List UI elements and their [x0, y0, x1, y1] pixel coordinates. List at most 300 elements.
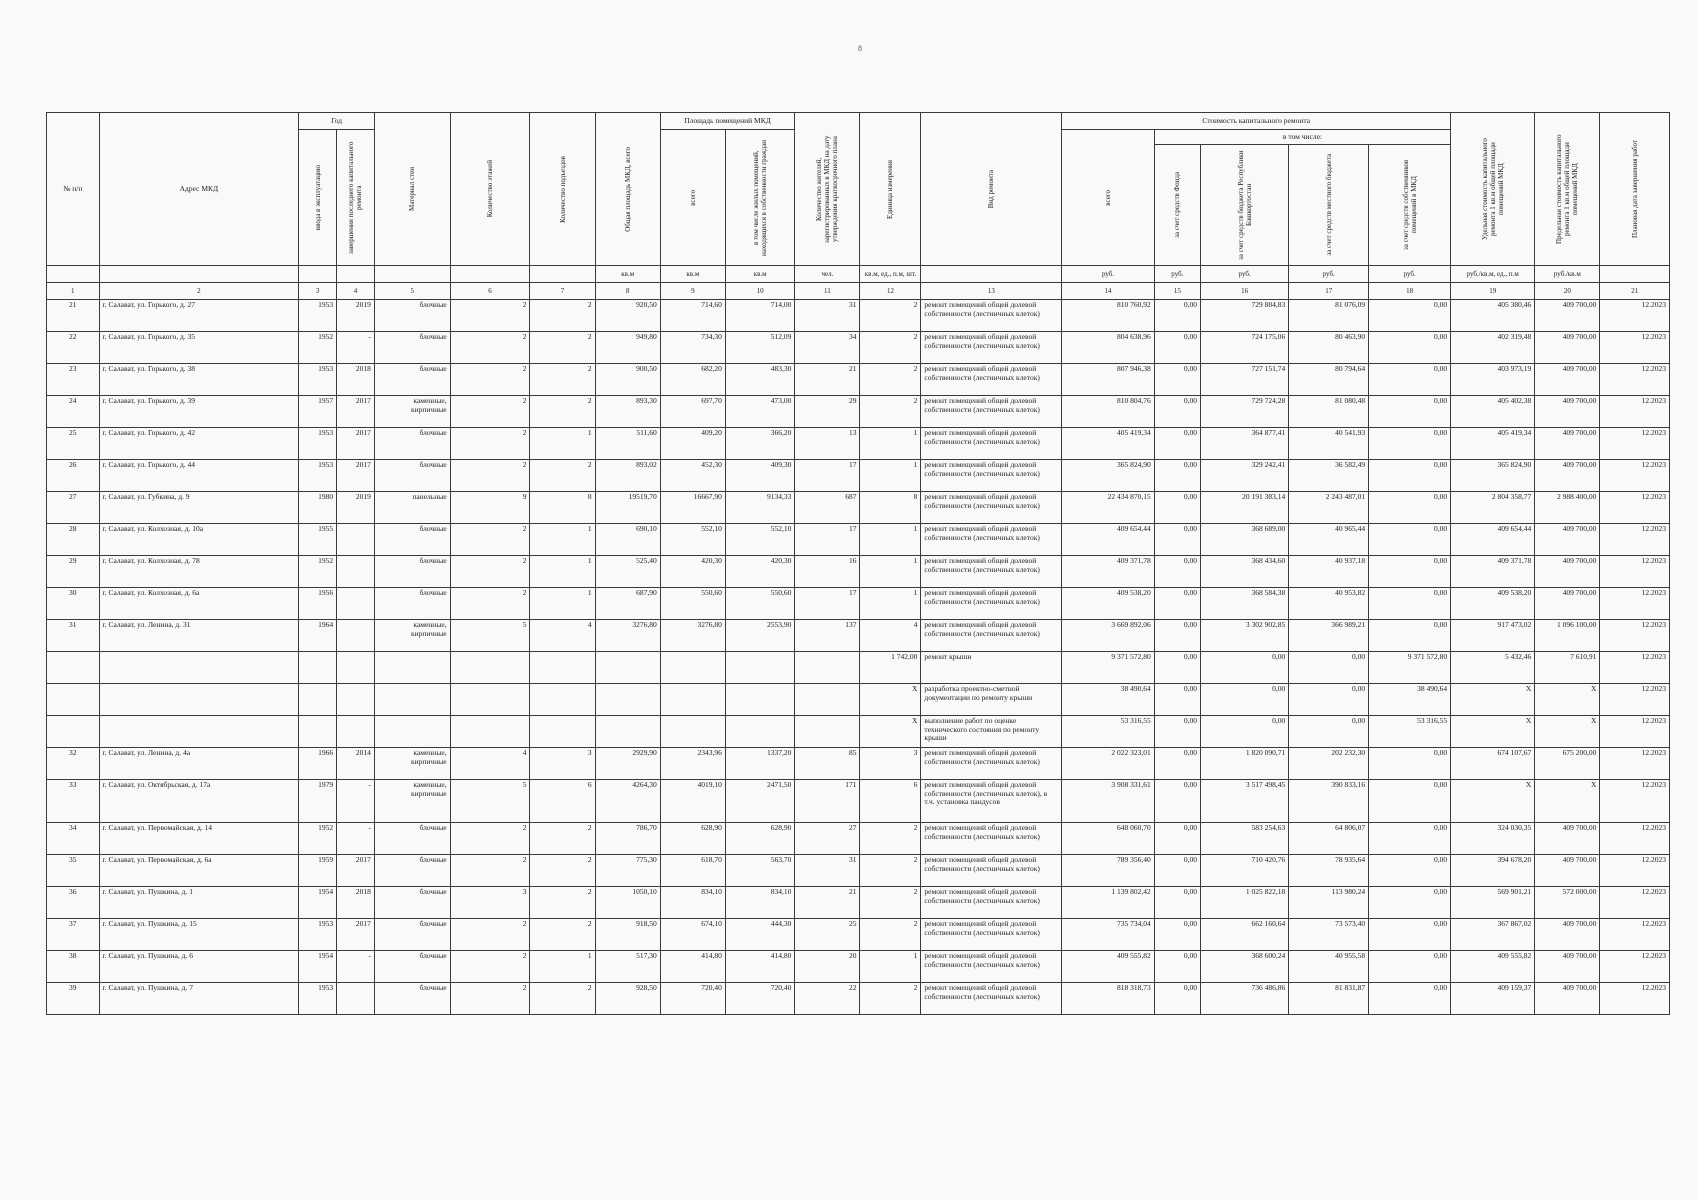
cost-local-cell: 36 582,49: [1289, 460, 1369, 492]
row-number: 24: [47, 396, 100, 428]
premises-owned-cell: 9134,33: [725, 492, 794, 524]
cost-republic-cell: 729 724,28: [1200, 396, 1288, 428]
address-cell: г. Салават, ул. Ленина, д. 31: [99, 620, 299, 652]
cost-republic-cell: 3 302 902,85: [1200, 620, 1288, 652]
cost-local-cell: 366 989,21: [1289, 620, 1369, 652]
residents-cell: 22: [795, 983, 860, 1015]
cost-owners-cell: 0,00: [1369, 364, 1451, 396]
column-numbers-row: [47, 283, 1670, 300]
floors-cell: 2: [450, 460, 530, 492]
wall-material-cell: [374, 652, 450, 684]
year-repair-cell: 2018: [337, 364, 375, 396]
work-type-cell: выполнение работ по оценке технического состояния по ремонту крыши: [921, 716, 1062, 748]
cost-total-cell: 804 638,96: [1062, 332, 1154, 364]
residents-cell: [795, 684, 860, 716]
year-commission-cell: 1964: [299, 620, 337, 652]
cost-local-cell: 40 955,58: [1289, 951, 1369, 983]
deadline-cell: 12.2023: [1600, 919, 1670, 951]
table-row: [47, 396, 1670, 428]
work-type-cell: разработка проектно-сметной документации по ремонту крыши: [921, 684, 1062, 716]
year-commission-cell: 1953: [299, 919, 337, 951]
address-cell: г. Салават, ул. Губкина, д. 9: [99, 492, 299, 524]
work-type-cell: ремонт помещений общей долевой собственности (лестничных клеток): [921, 983, 1062, 1015]
unit-cost-cell: 409 538,20: [1451, 588, 1535, 620]
cost-local-cell: 0,00: [1289, 652, 1369, 684]
wall-material-cell: панельные: [374, 492, 450, 524]
cost-fund-cell: 0,00: [1154, 823, 1200, 855]
cost-owners-cell: 0,00: [1369, 951, 1451, 983]
year-commission-cell: 1953: [299, 364, 337, 396]
unit-cell: кв.м: [660, 266, 725, 283]
cost-republic-cell: 710 420,76: [1200, 855, 1288, 887]
cost-republic-cell: 1 820 090,71: [1200, 748, 1288, 780]
residents-cell: 31: [795, 300, 860, 332]
cost-owners-cell: 0,00: [1369, 855, 1451, 887]
cost-fund-cell: 0,00: [1154, 460, 1200, 492]
unit-cell: 6: [860, 780, 921, 823]
cost-total-cell: 648 060,70: [1062, 823, 1154, 855]
cost-fund-cell: 0,00: [1154, 983, 1200, 1015]
wall-material-cell: [374, 684, 450, 716]
column-number: 19: [1451, 283, 1535, 300]
premises-total-cell: 714,60: [660, 300, 725, 332]
unit-cost-cell: 403 973,19: [1451, 364, 1535, 396]
unit-cell: руб.: [1154, 266, 1200, 283]
cost-total-cell: 818 318,73: [1062, 983, 1154, 1015]
header-wall-material: Материал стен: [374, 113, 450, 266]
work-type-cell: ремонт помещений общей долевой собственности (лестничных клеток): [921, 919, 1062, 951]
residents-cell: [795, 652, 860, 684]
deadline-cell: 12.2023: [1600, 855, 1670, 887]
max-cost-cell: 409 700,00: [1535, 588, 1600, 620]
max-cost-cell: 409 700,00: [1535, 823, 1600, 855]
work-type-cell: ремонт помещений общей долевой собственности (лестничных клеток): [921, 887, 1062, 919]
floors-cell: 2: [450, 556, 530, 588]
cost-total-cell: 3 669 892,06: [1062, 620, 1154, 652]
row-number: 30: [47, 588, 100, 620]
cost-republic-cell: 0,00: [1200, 684, 1288, 716]
cost-local-cell: 40 965,44: [1289, 524, 1369, 556]
table-row: [47, 332, 1670, 364]
capital-repair-table-sheet: [46, 112, 1670, 1015]
cost-total-cell: 735 734,04: [1062, 919, 1154, 951]
column-number: 13: [921, 283, 1062, 300]
unit-cost-cell: 367 867,02: [1451, 919, 1535, 951]
cost-total-cell: 3 908 331,61: [1062, 780, 1154, 823]
year-commission-cell: 1953: [299, 460, 337, 492]
premises-total-cell: 628,90: [660, 823, 725, 855]
cost-republic-cell: 736 486,86: [1200, 983, 1288, 1015]
premises-owned-cell: 834,10: [725, 887, 794, 919]
residents-cell: 137: [795, 620, 860, 652]
max-cost-cell: 7 610,91: [1535, 652, 1600, 684]
entrances-cell: 1: [530, 556, 595, 588]
column-number: 1: [47, 283, 100, 300]
entrances-cell: 2: [530, 887, 595, 919]
column-number: 2: [99, 283, 299, 300]
entrances-cell: [530, 652, 595, 684]
unit-cell: руб.: [1200, 266, 1288, 283]
year-repair-cell: 2017: [337, 919, 375, 951]
deadline-cell: 12.2023: [1600, 716, 1670, 748]
premises-total-cell: 550,60: [660, 588, 725, 620]
cost-total-cell: 405 419,34: [1062, 428, 1154, 460]
premises-total-cell: [660, 716, 725, 748]
cost-owners-cell: 38 490,64: [1369, 684, 1451, 716]
total-area-cell: 786,70: [595, 823, 660, 855]
cost-total-cell: 810 760,92: [1062, 300, 1154, 332]
header-work-type: Вид ремонта: [921, 113, 1062, 266]
max-cost-cell: 409 700,00: [1535, 428, 1600, 460]
wall-material-cell: блочные: [374, 919, 450, 951]
header-cost-republic: за счет средств бюджета Республики Башкортостан: [1200, 145, 1288, 266]
header-year: Год: [299, 113, 375, 130]
unit-cost-cell: 365 824,90: [1451, 460, 1535, 492]
header-no: № п/п: [47, 113, 100, 266]
row-number: 35: [47, 855, 100, 887]
year-repair-cell: -: [337, 780, 375, 823]
year-repair-cell: -: [337, 332, 375, 364]
premises-total-cell: 452,30: [660, 460, 725, 492]
entrances-cell: 4: [530, 620, 595, 652]
unit-cell: X: [860, 716, 921, 748]
unit-cost-cell: 405 419,34: [1451, 428, 1535, 460]
year-commission-cell: 1952: [299, 556, 337, 588]
total-area-cell: 690,10: [595, 524, 660, 556]
cost-fund-cell: 0,00: [1154, 332, 1200, 364]
deadline-cell: 12.2023: [1600, 983, 1670, 1015]
residents-cell: 29: [795, 396, 860, 428]
max-cost-cell: 675 200,00: [1535, 748, 1600, 780]
unit-cost-cell: 674 107,67: [1451, 748, 1535, 780]
year-repair-cell: 2018: [337, 887, 375, 919]
column-number: 12: [860, 283, 921, 300]
unit-cost-cell: 405 380,46: [1451, 300, 1535, 332]
floors-cell: [450, 652, 530, 684]
header-cost-owners: за счет средств собственников помещений в МКД: [1369, 145, 1451, 266]
max-cost-cell: 409 700,00: [1535, 300, 1600, 332]
wall-material-cell: блочные: [374, 300, 450, 332]
deadline-cell: 12.2023: [1600, 396, 1670, 428]
address-cell: г. Салават, ул. Пушкина, д. 6: [99, 951, 299, 983]
total-area-cell: [595, 716, 660, 748]
floors-cell: 2: [450, 823, 530, 855]
premises-owned-cell: [725, 716, 794, 748]
residents-cell: [795, 716, 860, 748]
table-row: [47, 887, 1670, 919]
entrances-cell: 1: [530, 524, 595, 556]
deadline-cell: 12.2023: [1600, 780, 1670, 823]
unit-cell: кв.м: [595, 266, 660, 283]
unit-cell: 2: [860, 364, 921, 396]
cost-owners-cell: 0,00: [1369, 300, 1451, 332]
entrances-cell: 2: [530, 855, 595, 887]
work-type-cell: ремонт помещений общей долевой собственности (лестничных клеток): [921, 332, 1062, 364]
total-area-cell: 775,30: [595, 855, 660, 887]
address-cell: [99, 652, 299, 684]
premises-total-cell: 682,20: [660, 364, 725, 396]
premises-owned-cell: 2471,50: [725, 780, 794, 823]
cost-republic-cell: 329 242,41: [1200, 460, 1288, 492]
premises-owned-cell: 628,90: [725, 823, 794, 855]
entrances-cell: 2: [530, 300, 595, 332]
total-area-cell: 4264,30: [595, 780, 660, 823]
table-row: [47, 748, 1670, 780]
cost-fund-cell: 0,00: [1154, 684, 1200, 716]
max-cost-cell: 1 096 100,00: [1535, 620, 1600, 652]
deadline-cell: 12.2023: [1600, 364, 1670, 396]
unit-cell: руб.: [1369, 266, 1451, 283]
year-repair-cell: -: [337, 823, 375, 855]
entrances-cell: 2: [530, 460, 595, 492]
wall-material-cell: блочные: [374, 524, 450, 556]
year-repair-cell: [337, 620, 375, 652]
work-type-cell: ремонт помещений общей долевой собственности (лестничных клеток): [921, 588, 1062, 620]
year-repair-cell: [337, 524, 375, 556]
floors-cell: 5: [450, 780, 530, 823]
cost-republic-cell: 1 025 822,18: [1200, 887, 1288, 919]
cost-owners-cell: 0,00: [1369, 332, 1451, 364]
cost-total-cell: 38 490,64: [1062, 684, 1154, 716]
deadline-cell: 12.2023: [1600, 556, 1670, 588]
row-number: 27: [47, 492, 100, 524]
year-repair-cell: 2017: [337, 460, 375, 492]
entrances-cell: 1: [530, 951, 595, 983]
capital-repair-table: [46, 112, 1670, 1015]
year-repair-cell: 2019: [337, 300, 375, 332]
premises-total-cell: 834,10: [660, 887, 725, 919]
unit-cost-cell: 569 901,21: [1451, 887, 1535, 919]
unit-cell: кв.м: [725, 266, 794, 283]
entrances-cell: 2: [530, 332, 595, 364]
wall-material-cell: [374, 716, 450, 748]
column-number: 9: [660, 283, 725, 300]
premises-owned-cell: 1337,20: [725, 748, 794, 780]
unit-cell: руб.: [1289, 266, 1369, 283]
deadline-cell: 12.2023: [1600, 492, 1670, 524]
address-cell: г. Салават, ул. Первомайская, д. 6а: [99, 855, 299, 887]
residents-cell: 27: [795, 823, 860, 855]
address-cell: г. Салават, ул. Ленина, д. 4а: [99, 748, 299, 780]
address-cell: г. Салават, ул. Горького, д. 27: [99, 300, 299, 332]
unit-cell: 2: [860, 396, 921, 428]
header-premises-area: Площадь помещений МКД: [660, 113, 795, 130]
work-type-cell: ремонт помещений общей долевой собственности (лестничных клеток): [921, 951, 1062, 983]
cost-owners-cell: 0,00: [1369, 919, 1451, 951]
year-repair-cell: [337, 652, 375, 684]
column-number: 18: [1369, 283, 1451, 300]
floors-cell: 2: [450, 855, 530, 887]
premises-owned-cell: 409,30: [725, 460, 794, 492]
cost-local-cell: 0,00: [1289, 716, 1369, 748]
unit-cell: 4: [860, 620, 921, 652]
cost-local-cell: 40 953,82: [1289, 588, 1369, 620]
max-cost-cell: 409 700,00: [1535, 364, 1600, 396]
max-cost-cell: 2 988 400,00: [1535, 492, 1600, 524]
address-cell: г. Салават, ул. Колхозная, д. 78: [99, 556, 299, 588]
premises-total-cell: 697,70: [660, 396, 725, 428]
address-cell: г. Салават, ул. Горького, д. 38: [99, 364, 299, 396]
cost-total-cell: 789 356,40: [1062, 855, 1154, 887]
table-row: [47, 300, 1670, 332]
cost-owners-cell: 0,00: [1369, 823, 1451, 855]
cost-total-cell: 9 371 572,80: [1062, 652, 1154, 684]
wall-material-cell: каменные, кирпичные: [374, 780, 450, 823]
floors-cell: 9: [450, 492, 530, 524]
table-row: [47, 364, 1670, 396]
cost-fund-cell: 0,00: [1154, 556, 1200, 588]
row-number: [47, 652, 100, 684]
year-commission-cell: 1953: [299, 983, 337, 1015]
unit-cell: 2: [860, 332, 921, 364]
premises-owned-cell: 366,20: [725, 428, 794, 460]
column-number: 11: [795, 283, 860, 300]
total-area-cell: 928,50: [595, 983, 660, 1015]
unit-cell: 2: [860, 300, 921, 332]
cost-fund-cell: 0,00: [1154, 887, 1200, 919]
unit-cell: 3: [860, 748, 921, 780]
premises-owned-cell: 714,00: [725, 300, 794, 332]
header-year-last-repair: завершения последнего капитального ремонта: [337, 130, 375, 266]
cost-fund-cell: 0,00: [1154, 855, 1200, 887]
cost-fund-cell: 0,00: [1154, 364, 1200, 396]
cost-fund-cell: 0,00: [1154, 428, 1200, 460]
header-max-cost: Предельная стоимость капитального ремонта 1 кв.м общей площади помещений МКД: [1535, 113, 1600, 266]
row-number: [47, 684, 100, 716]
total-area-cell: 2929,90: [595, 748, 660, 780]
wall-material-cell: блочные: [374, 332, 450, 364]
cost-republic-cell: 727 151,74: [1200, 364, 1288, 396]
table-row: [47, 855, 1670, 887]
cost-local-cell: 64 806,07: [1289, 823, 1369, 855]
year-commission-cell: 1953: [299, 428, 337, 460]
column-number: 4: [337, 283, 375, 300]
unit-cost-cell: 409 555,82: [1451, 951, 1535, 983]
deadline-cell: 12.2023: [1600, 524, 1670, 556]
header-cost-local: за счет средств местного бюджета: [1289, 145, 1369, 266]
year-commission-cell: 1957: [299, 396, 337, 428]
cost-owners-cell: 0,00: [1369, 887, 1451, 919]
cost-local-cell: 80 794,64: [1289, 364, 1369, 396]
premises-owned-cell: 483,30: [725, 364, 794, 396]
unit-cost-cell: 5 432,46: [1451, 652, 1535, 684]
table-body: [47, 300, 1670, 1015]
wall-material-cell: каменные, кирпичные: [374, 620, 450, 652]
entrances-cell: 2: [530, 396, 595, 428]
cost-fund-cell: 0,00: [1154, 396, 1200, 428]
deadline-cell: 12.2023: [1600, 428, 1670, 460]
address-cell: г. Салават, ул. Колхозная, д. 10а: [99, 524, 299, 556]
column-number: 21: [1600, 283, 1670, 300]
header-unit: Единица измерения: [860, 113, 921, 266]
premises-owned-cell: 2553,90: [725, 620, 794, 652]
year-repair-cell: 2014: [337, 748, 375, 780]
unit-cell: 1: [860, 588, 921, 620]
year-repair-cell: [337, 684, 375, 716]
residents-cell: 85: [795, 748, 860, 780]
floors-cell: 2: [450, 983, 530, 1015]
total-area-cell: 893,02: [595, 460, 660, 492]
premises-total-cell: [660, 652, 725, 684]
deadline-cell: 12.2023: [1600, 951, 1670, 983]
row-number: 22: [47, 332, 100, 364]
total-area-cell: 900,50: [595, 364, 660, 396]
year-repair-cell: -: [337, 951, 375, 983]
floors-cell: 5: [450, 620, 530, 652]
row-number: [47, 716, 100, 748]
wall-material-cell: блочные: [374, 887, 450, 919]
year-commission-cell: [299, 652, 337, 684]
floors-cell: [450, 716, 530, 748]
cost-fund-cell: 0,00: [1154, 951, 1200, 983]
column-number: 7: [530, 283, 595, 300]
cost-total-cell: 22 434 870,15: [1062, 492, 1154, 524]
residents-cell: 21: [795, 887, 860, 919]
unit-cost-cell: 409 654,44: [1451, 524, 1535, 556]
table-row: [47, 556, 1670, 588]
residents-cell: 34: [795, 332, 860, 364]
unit-cell: 2: [860, 855, 921, 887]
units-row: [47, 266, 1670, 283]
premises-owned-cell: 563,70: [725, 855, 794, 887]
address-cell: г. Салават, ул. Пушкина, д. 15: [99, 919, 299, 951]
cost-local-cell: 81 831,87: [1289, 983, 1369, 1015]
cost-total-cell: 1 139 802,42: [1062, 887, 1154, 919]
cost-republic-cell: 729 884,83: [1200, 300, 1288, 332]
header-cost-fund: за счет средств Фонда: [1154, 145, 1200, 266]
row-number: 36: [47, 887, 100, 919]
cost-local-cell: 81 076,09: [1289, 300, 1369, 332]
year-commission-cell: [299, 716, 337, 748]
header-unit-cost: Удельная стоимость капитального ремонта 1 кв.м общей площади помещений МКД: [1451, 113, 1535, 266]
entrances-cell: 2: [530, 823, 595, 855]
row-number: 32: [47, 748, 100, 780]
premises-owned-cell: 414,80: [725, 951, 794, 983]
premises-owned-cell: 720,40: [725, 983, 794, 1015]
year-commission-cell: 1979: [299, 780, 337, 823]
cost-owners-cell: 0,00: [1369, 460, 1451, 492]
column-number: 14: [1062, 283, 1154, 300]
total-area-cell: [595, 684, 660, 716]
cost-owners-cell: 0,00: [1369, 556, 1451, 588]
entrances-cell: [530, 684, 595, 716]
address-cell: г. Салават, ул. Пушкина, д. 1: [99, 887, 299, 919]
total-area-cell: 525,40: [595, 556, 660, 588]
cost-local-cell: 73 573,40: [1289, 919, 1369, 951]
address-cell: г. Салават, ул. Первомайская, д. 14: [99, 823, 299, 855]
unit-cost-cell: 917 473,02: [1451, 620, 1535, 652]
row-number: 33: [47, 780, 100, 823]
cost-local-cell: 81 080,48: [1289, 396, 1369, 428]
cost-total-cell: 53 316,55: [1062, 716, 1154, 748]
total-area-cell: [595, 652, 660, 684]
residents-cell: 31: [795, 855, 860, 887]
cost-local-cell: 80 463,90: [1289, 332, 1369, 364]
address-cell: г. Салават, ул. Пушкина, д. 7: [99, 983, 299, 1015]
max-cost-cell: 409 700,00: [1535, 460, 1600, 492]
year-commission-cell: 1959: [299, 855, 337, 887]
premises-owned-cell: [725, 652, 794, 684]
work-type-cell: ремонт помещений общей долевой собственности (лестничных клеток), в т.ч. установка пандусов: [921, 780, 1062, 823]
cost-total-cell: 807 946,38: [1062, 364, 1154, 396]
year-commission-cell: 1953: [299, 300, 337, 332]
address-cell: г. Салават, ул. Колхозная, д. 6а: [99, 588, 299, 620]
cost-republic-cell: 20 191 383,14: [1200, 492, 1288, 524]
column-number: 10: [725, 283, 794, 300]
work-type-cell: ремонт помещений общей долевой собственности (лестничных клеток): [921, 855, 1062, 887]
unit-cost-cell: 402 319,48: [1451, 332, 1535, 364]
wall-material-cell: блочные: [374, 588, 450, 620]
